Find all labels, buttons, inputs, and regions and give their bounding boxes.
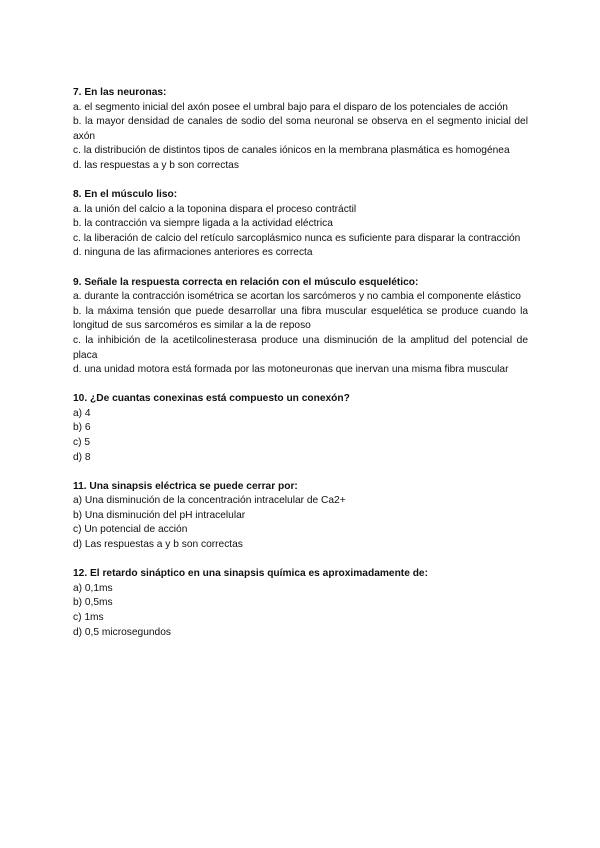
question-title: 10. ¿De cuantas conexinas está compuesto un conexón? bbox=[73, 393, 350, 405]
answer-option-c: c) 1ms bbox=[73, 611, 104, 623]
question-11 bbox=[73, 480, 528, 553]
answer-option-a: a. la unión del calcio a la toponina dispara el proceso contráctil bbox=[73, 203, 357, 215]
question-9 bbox=[73, 276, 528, 378]
answer-option-d: d. ninguna de las afirmaciones anteriores es correcta bbox=[73, 247, 313, 259]
question-title: 8. En el músculo liso: bbox=[73, 189, 178, 201]
answer-option-b: b) 0,5ms bbox=[73, 597, 113, 609]
question-title: 11. Una sinapsis eléctrica se puede cerrar por: bbox=[73, 480, 298, 492]
question-title: 7. En las neuronas: bbox=[73, 87, 167, 98]
answer-option-b: b) Una disminución del pH intracelular bbox=[73, 509, 246, 521]
answer-option-c: c. la inhibición de la acetilcolinesterasa produce una disminución de la amplitud del potencial de placa bbox=[73, 334, 528, 361]
answer-option-c: c. la liberación de calcio del retículo sarcoplásmico nunca es suficiente para disparar la contracción bbox=[73, 232, 521, 244]
answer-option-b: b. la máxima tensión que puede desarrollar una fibra muscular esquelética se produce cuando la longitud de sus sarcoméros es similar a la de reposo bbox=[73, 305, 528, 332]
answer-option-a: a) Una disminución de la concentración intracelular de Ca2+ bbox=[73, 495, 346, 507]
question-10 bbox=[73, 392, 528, 465]
answer-option-d: d) 8 bbox=[73, 451, 91, 463]
answer-option-b: b. la mayor densidad de canales de sodio del soma neuronal se observa en el segmento inicial del axón bbox=[73, 116, 528, 142]
answer-option-d: d. una unidad motora está formada por las motoneuronas que inervan una misma fibra muscular bbox=[73, 364, 509, 376]
question-title: 9. Señale la respuesta correcta en relación con el músculo esquelético: bbox=[73, 276, 419, 288]
answer-option-d: d) 0,5 microsegundos bbox=[73, 626, 171, 638]
exam-page bbox=[73, 86, 528, 655]
answer-option-a: a. el segmento inicial del axón posee el umbral bajo para el disparo de los potenciales de acción bbox=[73, 101, 508, 113]
answer-option-d: d. las respuestas a y b son correctas bbox=[73, 159, 239, 171]
answer-option-a: a. durante la contracción isométrica se acortan los sarcómeros y no cambia el componente elástico bbox=[73, 291, 521, 303]
answer-option-a: a) 4 bbox=[73, 407, 91, 419]
answer-option-c: c) Un potencial de acción bbox=[73, 524, 188, 536]
answer-option-b: b) 6 bbox=[73, 422, 91, 434]
answer-option-c: c) 5 bbox=[73, 436, 90, 448]
answer-option-b: b. la contracción va siempre ligada a la actividad eléctrica bbox=[73, 218, 333, 230]
question-7 bbox=[73, 86, 528, 174]
answer-option-d: d) Las respuestas a y b son correctas bbox=[73, 539, 243, 551]
question-8 bbox=[73, 188, 528, 261]
answer-option-a: a) 0,1ms bbox=[73, 582, 113, 594]
question-12 bbox=[73, 567, 528, 640]
question-title: 12. El retardo sináptico en una sinapsis química es aproximadamente de: bbox=[73, 568, 428, 580]
answer-option-c: c. la distribución de distintos tipos de canales iónicos en la membrana plasmática es homogénea bbox=[73, 145, 510, 157]
